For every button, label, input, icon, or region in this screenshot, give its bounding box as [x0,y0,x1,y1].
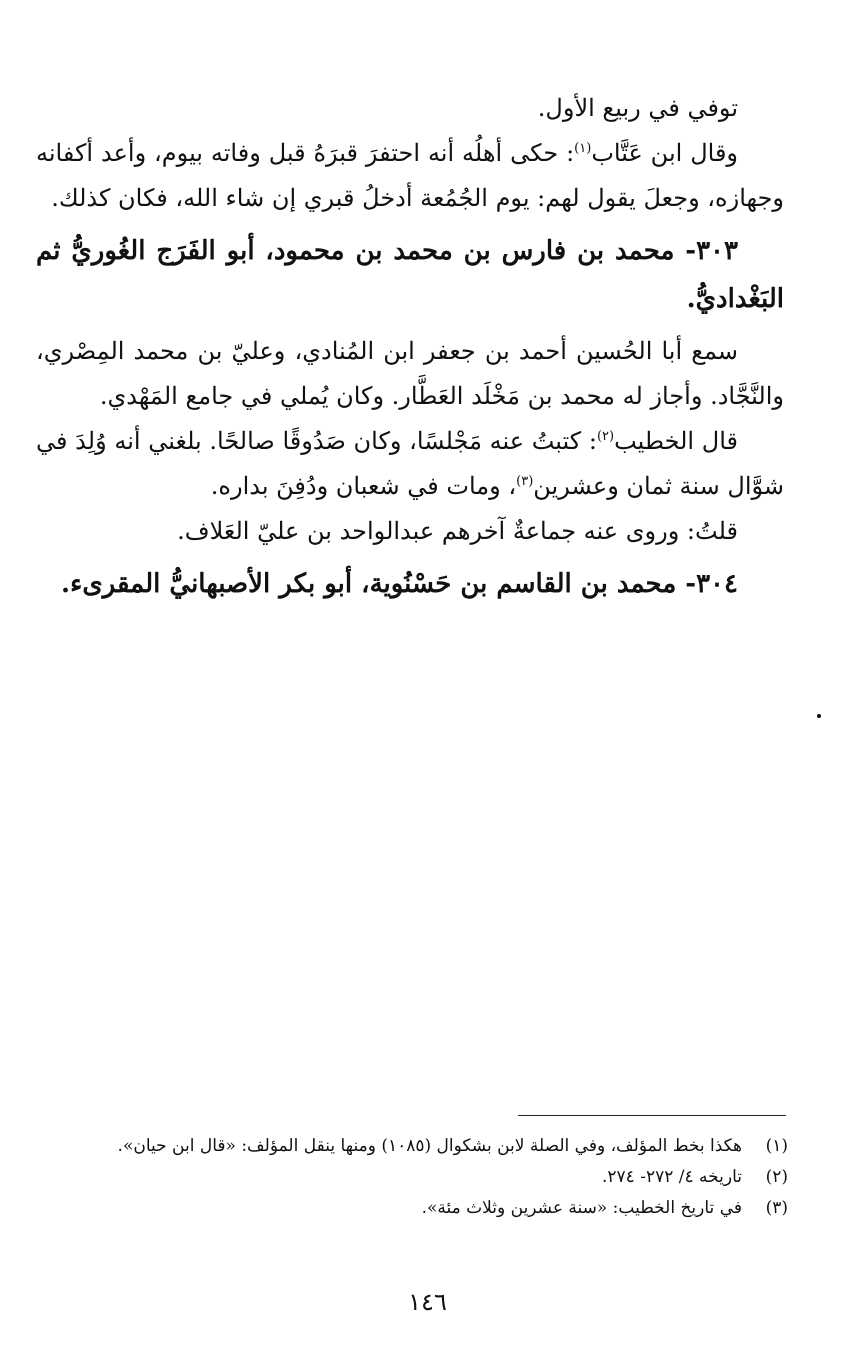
entry-heading-304: ٣٠٤- محمد بن القاسم بن حَسْنُوية، أبو بكر الأصبهانيُّ المقرىء. [61,569,738,599]
stray-dot [817,714,821,718]
footnote-ref-3: (٣) [516,474,534,489]
paragraph-ibn-attab-start: وقال ابن عَتَّاب [591,139,739,167]
paragraph-khatib-start: قال الخطيب [614,427,738,455]
paragraph-ibn-attab [36,131,784,221]
paragraph-khatib-mid: : كتبتُ عنه مَجْلسًا، وكان صَدُوقًا صالحًا. بلغني أنه وُلِدَ في شوَّال سنة ثمان وعشرين [36,427,784,500]
footnote-ref-1: (١) [574,141,592,156]
footnote-text: في تاريخ الخطيب: «سنة عشرين وثلاث مئة». [421,1198,742,1218]
paragraph-khatib-end: ، ومات في شعبان ودُفِنَ بداره. [210,472,517,500]
paragraph-khatib [36,419,784,509]
paragraph-death-date: توفي في ربيع الأول. [537,94,738,122]
entry-heading-303: ٣٠٣- محمد بن فارس بن محمد بن محمود، أبو الفَرَج الغُوريُّ ثم البَغْداديُّ. [36,236,784,314]
footnote-ref-2: (٢) [596,429,615,444]
footnote-3 [36,1194,788,1222]
footnotes [36,1132,788,1225]
footnote-text: هكذا بخط المؤلف، وفي الصلة لابن بشكوال (١٠٨٥) ومنها ينقل المؤلف: «قال ابن حيان». [117,1136,742,1156]
paragraph-ibn-attab-end: : حكى أهلُه أنه احتفرَ قبرَهُ قبل وفاته بيوم، وأعد أكفانه وجهازه، وجعلَ يقول لهم: يوم الجُمُعة أدخلُ قبري إن شاء الله، فكان كذلك. [36,139,784,212]
footnote-number: (٢) [765,1167,788,1187]
footnote-number: (٣) [765,1198,788,1218]
footnote-divider [518,1115,786,1116]
page-number: ١٤٦ [408,1288,447,1316]
footnote-2 [36,1163,788,1191]
footnote-text: تاريخه ٤/ ٢٧٢- ٢٧٤. [602,1167,742,1187]
footnote-number: (١) [765,1136,788,1156]
paragraph-teachers: سمع أبا الحُسين أحمد بن جعفر ابن المُنادي، وعليّ بن محمد المِصْري، والنَّجَّاد. وأجاز له محمد بن مَخْلَد العَطَّار. وكان يُملي في جامع المَهْدي. [36,337,784,410]
main-text [36,86,784,614]
paragraph-note: قلتُ: وروى عنه جماعةٌ آخرهم عبدالواحد بن عليّ العَلاف. [177,517,738,545]
footnote-1 [36,1132,788,1160]
